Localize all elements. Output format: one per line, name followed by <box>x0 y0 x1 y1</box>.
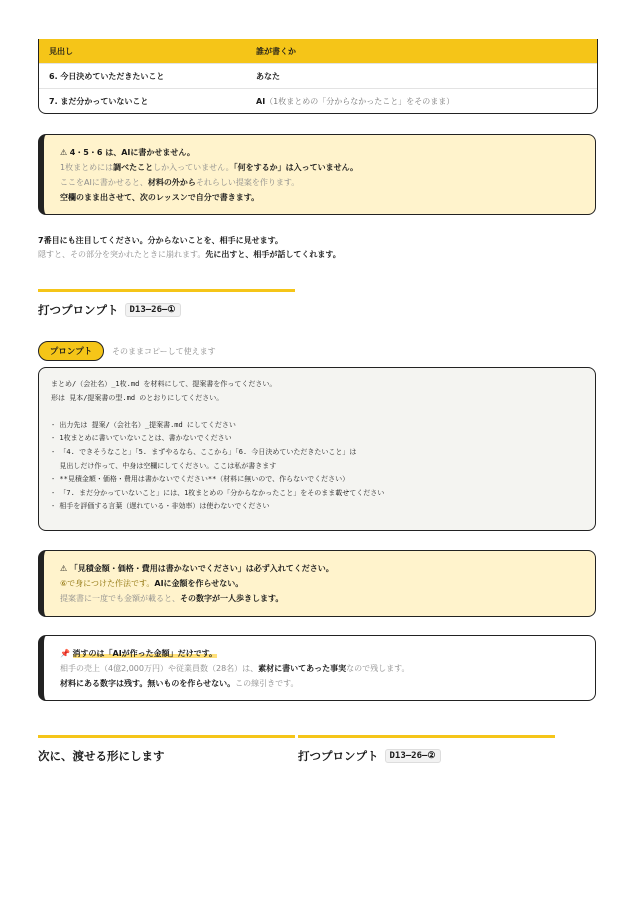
callout-text: この線引きです。 <box>235 679 299 688</box>
code-line: 見出しだけ作って、中身は空欄にしてください。ここは私が書きます <box>51 461 277 470</box>
callout-text: しか入っていません。 <box>153 163 234 172</box>
callout-emphasis: 「何をするか」は入っていません。 <box>233 163 359 172</box>
table-row <box>39 63 597 88</box>
callout-text: ここをAIに書かせると、 <box>60 178 148 187</box>
table-header <box>39 39 597 63</box>
column-header-heading: 見出し <box>49 46 73 56</box>
info-title: 消すのは「AIが作った金額」だけです。 <box>72 649 218 658</box>
note-emphasis: 先に出すと、相手が話してくれます。 <box>205 250 341 259</box>
table-row <box>39 88 597 113</box>
pushpin-icon: 📌 <box>60 649 70 658</box>
section-code-badge: D13–26–① <box>125 303 181 317</box>
code-line <box>51 405 583 419</box>
section-title-prompt-1 <box>38 302 181 318</box>
prompt-label-row <box>38 341 216 361</box>
row-heading: 6. 今日決めていただきたいこと <box>49 71 165 81</box>
code-line: - 「7. まだ分かっていないこと」には、1枚まとめの「分からなかったこと」をそのまま載せてください <box>51 488 385 497</box>
callout-text: なので残します。 <box>346 664 410 673</box>
code-line: - 「4. できそうなこと」「5. まずやるなら、ここから」「6. 今日決めていただきたいこと」は <box>51 447 357 456</box>
section-rule <box>298 735 555 738</box>
note-item-7 <box>38 234 341 262</box>
section-title-next <box>38 748 165 764</box>
callout-text: ⑥で身につけた作法です。 <box>60 579 155 588</box>
row-who <box>256 71 597 82</box>
callout-text: 相手の売上（4億2,000万円）や従業員数（28名）は、 <box>60 664 259 673</box>
code-line: - 出力先は 提案/（会社名）_提案書.md にしてください <box>51 420 236 429</box>
warning-callout-ai-restriction <box>38 134 596 215</box>
section-title-text: 打つプロンプト <box>298 749 379 763</box>
callout-emphasis: 調べたこと <box>113 163 154 172</box>
callout-emphasis: 材料にある数字は残す。無いものを作らせない。 <box>60 679 236 688</box>
callout-text: 1枚まとめには <box>60 163 114 172</box>
callout-emphasis: 材料の外から <box>147 178 196 187</box>
row-heading: 7. まだ分かっていないこと <box>49 96 149 106</box>
row-who-value: AI <box>256 96 266 106</box>
section-code-badge: D13–26–② <box>385 749 441 763</box>
section-rule <box>38 289 295 292</box>
note-text: 隠すと、その部分を突かれたときに崩れます。 <box>38 250 206 259</box>
code-line: - **見積金額・価格・費用は書かないでください**（材料に無いので、作らないでください） <box>51 475 350 484</box>
prompt-pill-note: そのままコピーして使えます <box>112 346 216 356</box>
section-title-prompt-2 <box>298 748 441 764</box>
callout-emphasis: その数字が一人歩きします。 <box>180 594 284 603</box>
code-line: 形は 見本/提案書の型.md のとおりにしてください。 <box>51 393 224 402</box>
callout-emphasis: 空欄のまま出させて、次のレッスンで自分で書きます。 <box>60 193 260 202</box>
prompt-pill: プロンプト <box>38 341 104 361</box>
warning-icon: ⚠ <box>60 148 68 157</box>
warning-callout-no-price <box>38 550 596 617</box>
callout-emphasis: AIに金額を作らせない。 <box>154 579 244 588</box>
callout-emphasis: 素材に書いてあった事実 <box>258 664 347 673</box>
section-rule <box>38 735 295 738</box>
code-line: - 1枚まとめに書いていないことは、書かないでください <box>51 434 232 443</box>
callout-text: それらしい提案を作ります。 <box>195 178 300 187</box>
row-who-value: あなた <box>256 71 280 81</box>
heading-table <box>38 39 598 114</box>
prompt-code-block[interactable] <box>38 367 596 531</box>
row-who-note: （1枚まとめの「分からなかったこと」をそのまま） <box>265 96 455 106</box>
column-header-who: 誰が書くか <box>256 46 296 56</box>
warning-title: 4・5・6 は、AIに書かせません。 <box>69 148 195 157</box>
warning-icon: ⚠ <box>60 564 68 573</box>
warning-title: 「見積金額・価格・費用は書かないでください」は必ず入れてください。 <box>69 564 334 573</box>
section-title-text: 次に、渡せる形にします <box>38 749 165 763</box>
code-line: まとめ/（会社名）_1枚.md を材料にして、提案書を作ってください。 <box>51 380 277 388</box>
note-lead: 7番目にも注目してください。分からないことを、相手に見せます。 <box>38 236 283 245</box>
section-title-text: 打つプロンプト <box>38 303 119 317</box>
callout-text: 提案書に一度でも金額が載ると、 <box>60 594 180 603</box>
info-callout-numbers <box>38 635 596 701</box>
row-who <box>256 96 597 107</box>
code-line: - 相手を評価する言葉（遅れている・非効率）は使わないでください <box>51 502 270 511</box>
